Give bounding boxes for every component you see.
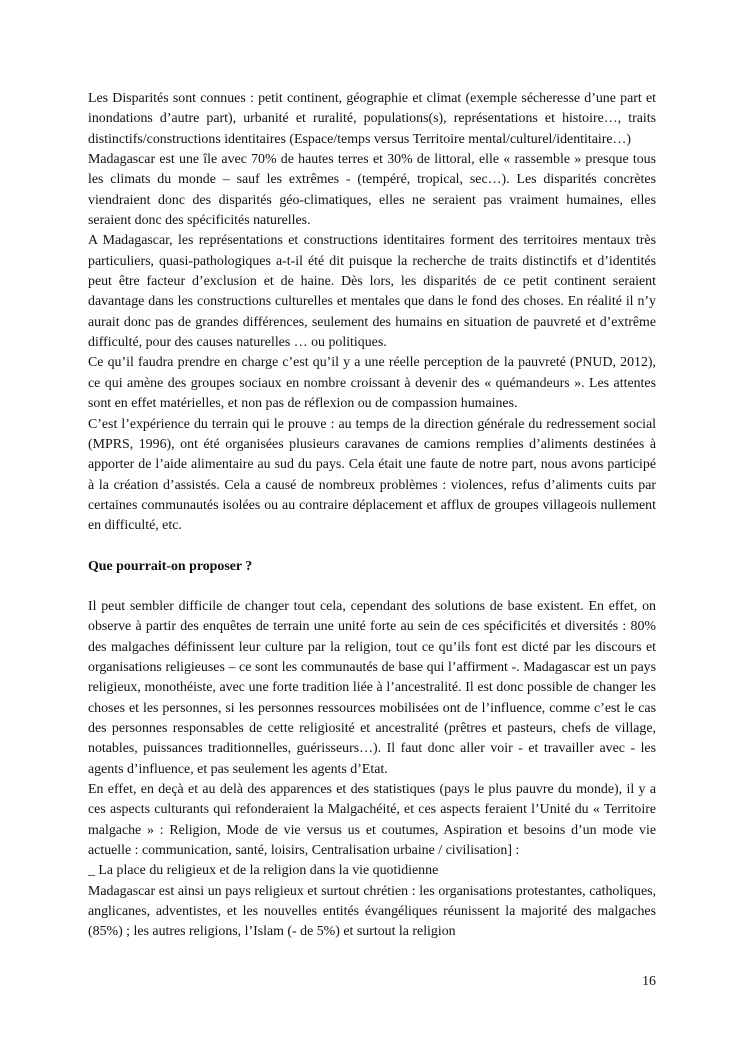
document-body bbox=[88, 89, 656, 943]
paragraph-madagascar-ile: Madagascar est une île avec 70% de hautes terres et 30% de littoral, elle « rassemble » presque tous les climats du monde – sauf les extrêmes - (tempéré, tropical, sec…). Les disparités concrètes viendraient donc des disparités géo-climatiques, elles ne seraient pas vraiment humaines, elles seraient donc des spécificités naturelles. bbox=[88, 152, 656, 229]
paragraph-en-effet: En effet, en deçà et au delà des apparences et des statistiques (pays le plus pauvre du monde), il y a ces aspects culturants qui refonderaient la Malgachéité, et ces aspects feraient l’Unité du « Territoire malgache » : Religion, Mode de vie versus us et coutumes, Aspiration et besoins d’un mode vie actuelle : communication, santé, loisirs, Centralisation urbaine / civilisation] : bbox=[88, 782, 656, 859]
paragraph-representations: A Madagascar, les représentations et constructions identitaires forment des territoires mentaux très particuliers, quasi-pathologiques a-t-il été dit puisque la recherche de traits distinctifs et d’identités peut être facteur d’exclusion et de haine. Dès lors, les disparités de ce petit continent seraient davantage dans les constructions culturelles et mentales que dans le fond des choses. En réalité il n’y aurait donc pas de grandes différences, seulement des humains en situation de pauvreté et d’extrême difficulté, pour des causes naturelles … ou politiques. bbox=[88, 233, 656, 351]
paragraph-experience-terrain: C’est l’expérience du terrain qui le prouve : au temps de la direction générale du redressement social (MPRS, 1996), ont été organisées plusieurs caravanes de camions remplies d’aliments destinées à apporter de l’aide alimentaire au sud du pays. Cela était une faute de notre part, nous avons participé à la création d’assistés. Cela a causé de nombreux problèmes : violences, refus d’aliments cuits par certaines communautés isolées ou au contraire déplacement et afflux de groupes villageois nullement en difficulté, etc. bbox=[88, 416, 656, 534]
paragraph-solutions: Il peut sembler difficile de changer tout cela, cependant des solutions de base existent. En effet, on observe à partir des enquêtes de terrain une unité forte au sein de ces spécificités et diversités : 80% des malgaches définissent leur culture par la religion, tout ce qu’ils font est dicté par les discours et organisations religieuses – ce sont les communautés de base qui l’affirment -. Madagascar est un pays religieux, monothéiste, avec une forte tradition liée à l’ancestralité. Il est donc possible de changer les choses et les personnes, si les personnes ressources mobilisées ont de l’influence, comme c’est le cas des personnes responsables de cette religiosité et ancestralité (prêtres et pasteurs, chefs de village, notables, puissances traditionnelles, guérisseurs…). Il faut donc aller voir - et travailler avec - les agents d’influence, et pas seulement les agents d’Etat. bbox=[88, 598, 656, 777]
section-heading: Que pourrait-on proposer ? bbox=[88, 558, 253, 574]
paragraph-pays-religieux: Madagascar est ainsi un pays religieux et surtout chrétien : les organisations protestantes, catholiques, anglicanes, adventistes, et les nouvelles entités évangéliques réunissent la majorité des malgaches (85%) ; les autres religions, l’Islam (- de 5%) et surtout la religion bbox=[88, 883, 656, 940]
paragraph-disparites: Les Disparités sont connues : petit continent, géographie et climat (exemple sécheresse d’une part et inondations d’autre part), urbanité et ruralité, populations(s), représentations et histoire…, traits distinctifs/constructions identitaires (Espace/temps versus Territoire mental/culturel/identitaire…) bbox=[88, 91, 656, 147]
paragraph-religieux-item: _ La place du religieux et de la religion dans la vie quotidienne bbox=[88, 863, 439, 879]
paragraph-pauvrete: Ce qu’il faudra prendre en charge c’est qu’il y a une réelle perception de la pauvreté (PNUD, 2012), ce qui amène des groupes sociaux en nombre croissant à devenir des « quémandeurs ». Les attentes sont en effet matérielles, et non pas de réflexion ou de compassion humaines. bbox=[88, 355, 656, 412]
page-number: 16 bbox=[642, 974, 656, 989]
